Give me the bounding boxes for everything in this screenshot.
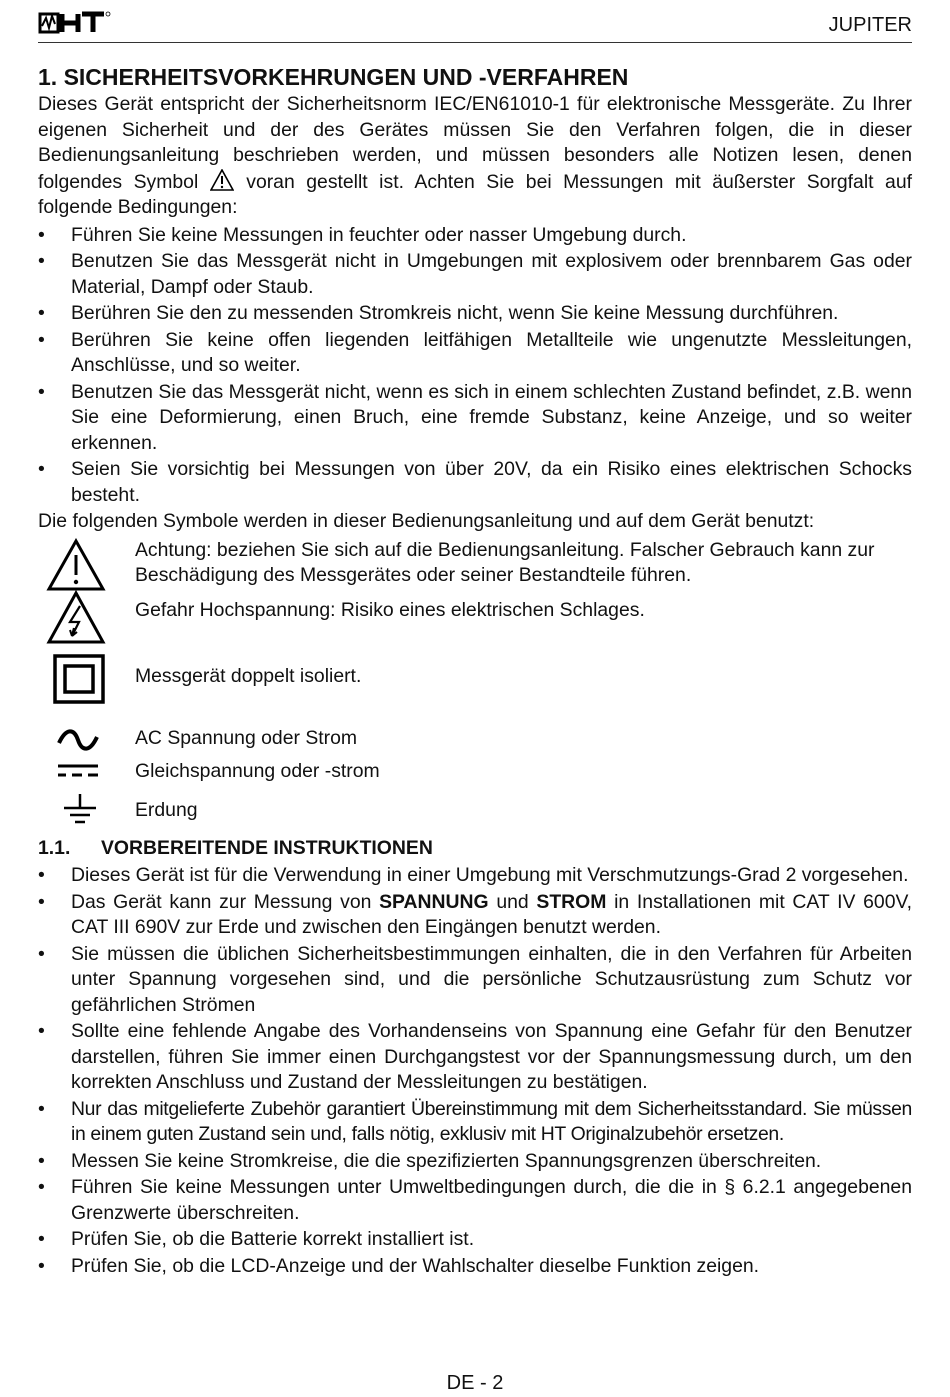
- page-content: [38, 58, 912, 1280]
- list-item: • Sie müssen die üblichen Sicherheitsbestimmungen einhalten, die in den Verfahren für Arbeiten unter Spannung vorgesehen sind, und die persönliche Schutzausrüstung zum Schutz vor gefährlichen Strömen: [38, 942, 912, 1016]
- list-item: • Berühren Sie den zu messenden Stromkreis nicht, wenn Sie keine Messung durchführen.: [38, 302, 839, 324]
- preparatory-instructions-list: [38, 863, 912, 1279]
- symbol-row-ac: AC Spannung oder Strom: [38, 720, 912, 757]
- symbol-row-warning: Achtung: beziehen Sie sich auf die Bedienungsanleitung. Falscher Gebrauch kann zur Beschädigung des Messgerätes oder seiner Bestandteile führen.: [38, 538, 912, 590]
- ground-icon: [60, 792, 100, 828]
- symbols-intro: Die folgenden Symbole werden in dieser Bedienungsanleitung und auf dem Gerät benutzt:: [38, 510, 815, 532]
- warning-triangle-icon: [210, 169, 234, 191]
- list-item: • Seien Sie vorsichtig bei Messungen von über 20V, da ein Risiko eines elektrischen Schocks besteht.: [38, 458, 912, 506]
- list-item: • Sollte eine fehlende Angabe des Vorhandenseins von Spannung eine Gefahr für den Benutzer darstellen, führen Sie immer einen Durchgangstest vor der Spannungsmessung durch, um den korrekten Anschluss und Zustand der Messleitungen zu bestätigen.: [38, 1020, 912, 1093]
- symbols-list: [38, 538, 912, 832]
- list-item: • Berühren Sie keine offen liegenden leitfähigen Metallteile wie ungenutzte Messleitungen, Anschlüsse, und so weiter.: [38, 328, 912, 376]
- page-header: [38, 8, 912, 43]
- list-item: • Prüfen Sie, ob die LCD-Anzeige und der Wahlschalter dieselbe Funktion zeigen.: [38, 1254, 760, 1277]
- list-item: • Nur das mitgelieferte Zubehör garantiert Übereinstimmung mit dem Sicherheitsstandard. Sie müssen in einem guten Zustand sein und, falls nötig, exklusiv mit HT Originalzubehör ersetzen.: [38, 1097, 912, 1145]
- ac-icon: [56, 728, 100, 752]
- list-item: • Das Gerät kann zur Messung von SPANNUNG und STROM in Installationen mit CAT IV 600V, CAT III 690V zur Erde und zwischen den Eingängen benutzt werden.: [38, 890, 913, 938]
- dc-icon: [56, 759, 100, 783]
- symbol-row-ground: Erdung: [38, 790, 912, 832]
- intro-paragraph: [38, 92, 912, 221]
- symbol-row-dc: Gleichspannung oder -strom: [38, 757, 912, 790]
- list-item: • Dieses Gerät ist für die Verwendung in einer Umgebung mit Verschmutzungs-Grad 2 vorgesehen.: [38, 864, 909, 886]
- ht-logo-icon: [38, 10, 130, 36]
- intro-text-b: voran gestellt ist. Achten Sie bei Messungen mit äußerster Sorgfalt auf folgende Bedingungen:: [38, 170, 912, 218]
- list-item: • Messen Sie keine Stromkreise, die die spezifizierten Spannungsgrenzen überschreiten.: [38, 1149, 822, 1172]
- list-item: • Führen Sie keine Messungen in feuchter oder nasser Umgebung durch.: [38, 223, 687, 246]
- subsection-heading: 1.1. VORBEREITENDE INSTRUKTIONEN: [38, 836, 433, 859]
- list-item: • Benutzen Sie das Messgerät nicht in Umgebungen mit explosivem oder brennbarem Gas oder Material, Dampf oder Staub.: [38, 250, 912, 298]
- symbol-row-high-voltage: Gefahr Hochspannung: Risiko eines elektrischen Schlages.: [38, 590, 912, 652]
- intro-text-a: Dieses Gerät entspricht der Sicherheitsnorm IEC/EN61010-1 für elektronische Messgeräte. Zu Ihrer eigenen Sicherheit und der des Gerätes müssen Sie den Verfahren folgen, die in dieser Bedienungsanleitung beschrieben werden, und müssen besonders alle Notizen lesen, denen folgendes Symbol: [38, 93, 912, 193]
- list-item: • Prüfen Sie, ob die Batterie korrekt installiert ist.: [38, 1228, 475, 1250]
- list-item: • Benutzen Sie das Messgerät nicht, wenn es sich in einem schlechten Zustand befindet, z.B. wenn Sie eine Deformierung, einen Bruch, eine fremde Substanz, keine Anzeige, und so weiter erkennen.: [38, 380, 912, 454]
- safety-conditions-list: [38, 223, 912, 509]
- document-name: JUPITER: [828, 14, 912, 36]
- warning-triangle-icon: [46, 538, 106, 592]
- page-number: DE - 2: [446, 1372, 504, 1394]
- list-item: • Führen Sie keine Messungen unter Umweltbedingungen durch, die die in § 6.2.1 angegebenen Grenzwerte überschreiten.: [38, 1176, 912, 1224]
- high-voltage-icon: [46, 590, 106, 646]
- symbol-row-double-insulation: Messgerät doppelt isoliert.: [38, 652, 912, 720]
- double-insulation-icon: [53, 654, 107, 704]
- section-heading: 1. SICHERHEITSVORKEHRUNGEN UND -VERFAHREN: [38, 64, 629, 90]
